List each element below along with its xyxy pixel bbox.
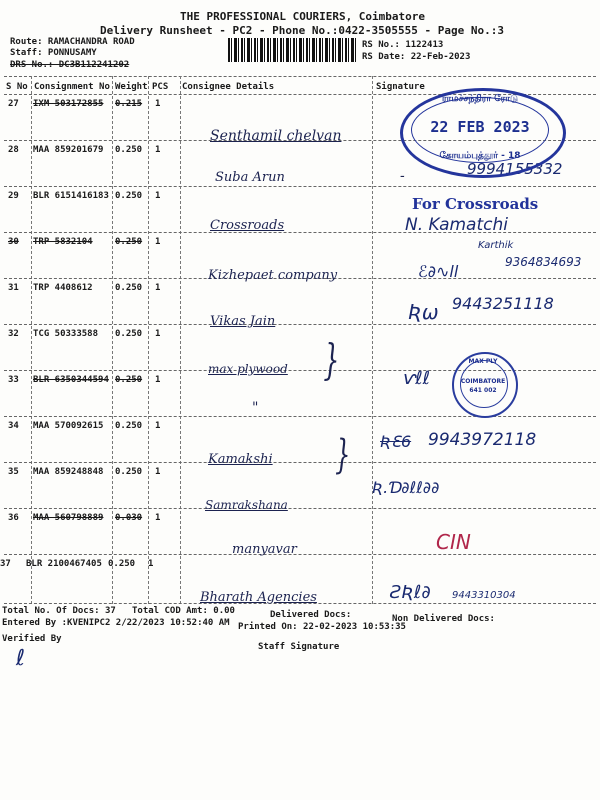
signature-scribble: ƧƦℓ∂ [390, 582, 431, 603]
row-sno: 28 [8, 145, 19, 155]
row-weight: 0.030 [115, 513, 143, 523]
runsheet-title: Delivery Runsheet - PC2 - Phone No.:0422-3505555 - Page No.:3 [100, 24, 504, 37]
row-consignment: MAA 560798889 [33, 513, 104, 523]
row-rule [4, 186, 596, 187]
col-divider [112, 76, 113, 604]
signature-phone: 9443310304 [452, 590, 516, 601]
row-consignment: MAA 859248848 [33, 467, 104, 477]
consignee-handwritten: Senthamil chelvan [210, 128, 342, 144]
rs-date: RS Date: 22-Feb-2023 [362, 52, 471, 62]
col-header-consignee: Consignee Details [182, 82, 275, 92]
row-pcs: 1 [155, 375, 161, 385]
signature-name: N. Kamatchi [405, 215, 508, 235]
signature-scribble: ƦƐ6 [380, 432, 412, 451]
row-pcs: 1 [155, 99, 161, 109]
consignee-handwritten: Kizhepaet company [208, 268, 338, 283]
row-rule [4, 508, 596, 509]
stamp-karthik: Karthik [478, 240, 514, 251]
row-pcs: 1 [155, 421, 161, 431]
row-weight: 0.250 [115, 237, 143, 247]
row-consignment: BLR 6350344594 [33, 375, 109, 385]
consignee-handwritten: Suba Arun [215, 170, 285, 185]
printed-on: Printed On: 22-02-2023 10:53:35 [238, 622, 406, 632]
row-pcs: 1 [155, 145, 161, 155]
signature-phone: 9364834693 [505, 255, 582, 269]
company-seal [452, 352, 518, 418]
row-rule [4, 324, 596, 325]
col-divider [372, 76, 373, 604]
row-weight: 0.250 [115, 145, 143, 155]
drs-number: DRS No.: DC3B112241202 [10, 60, 130, 70]
row-pcs: 1 [148, 559, 154, 569]
company-name: THE PROFESSIONAL COURIERS, Coimbatore [180, 10, 426, 23]
barcode [228, 38, 356, 62]
row-pcs: 1 [155, 237, 161, 247]
consignee-handwritten: Vikas Jain [210, 314, 276, 329]
row-consignment: BLR 2100467405 [26, 559, 102, 569]
non-delivered-docs: Non Delivered Docs: [392, 614, 495, 624]
row-weight: 0.250 [108, 559, 136, 569]
col-header-sno: S No [6, 82, 28, 92]
col-header-weight: Weight [115, 82, 148, 92]
row-sno: 34 [8, 421, 19, 431]
row-pcs: 1 [155, 283, 161, 293]
route-label: Route: RAMACHANDRA ROAD [10, 37, 135, 47]
col-divider [31, 76, 32, 604]
staff-signature: Staff Signature [258, 642, 340, 652]
row-consignment: TRP 4408612 [33, 283, 93, 293]
row-sno: 27 [8, 99, 19, 109]
dash-mark: - [400, 168, 405, 184]
brace-mark: } [323, 335, 340, 384]
row-weight: 0.250 [115, 375, 143, 385]
col-divider [148, 76, 149, 604]
consignee-handwritten: Kamakshi [208, 452, 273, 467]
row-sno: 36 [8, 513, 19, 523]
row-weight: 0.250 [115, 467, 143, 477]
row-consignment: BLR 6151416183 [33, 191, 109, 201]
row-pcs: 1 [155, 329, 161, 339]
total-docs: Total No. Of Docs: 37 [2, 606, 116, 616]
row-sno: 30 [8, 237, 19, 247]
row-weight: 0.215 [115, 99, 143, 109]
row-consignment: IXM 503172855 [33, 99, 104, 109]
row-sno: 37 [0, 559, 11, 569]
stamp-city: கோயம்புத்தூர் - 18 [439, 151, 521, 161]
signature-phone: 9443251118 [452, 294, 554, 313]
signature-phone: 9943972118 [428, 430, 537, 450]
col-header-signature: Signature [376, 82, 425, 92]
row-rule [4, 554, 596, 555]
consignee-handwritten: max plywood [208, 362, 288, 376]
row-weight: 0.250 [115, 283, 143, 293]
row-consignment: TCG 50333588 [33, 329, 99, 339]
signature-scribble: ℰ∂∿ll [418, 262, 459, 281]
seal-pin: 641 002 [469, 387, 497, 394]
row-consignment: MAA 570092615 [33, 421, 104, 431]
verifier-signature: ℓ [16, 646, 26, 671]
crossroads-stamp: For Crossroads [412, 195, 539, 213]
signature-scribble: Ʀω [408, 300, 439, 324]
ditto-mark: " [252, 400, 259, 416]
signature-scribble: Ʀ.Ɗ∂ℓℓ∂∂ [372, 478, 440, 497]
total-cod: Total COD Amt: 0.00 [132, 606, 235, 616]
col-header-consignment: Consignment No [34, 82, 110, 92]
row-rule [4, 416, 596, 417]
brace-mark: } [335, 432, 351, 478]
delivered-docs: Delivered Docs: [270, 610, 352, 620]
row-sno: 32 [8, 329, 19, 339]
stamp-date: 22 FEB 2023 [430, 118, 530, 136]
row-consignment: MAA 859201679 [33, 145, 104, 155]
row-pcs: 1 [155, 191, 161, 201]
row-sno: 35 [8, 467, 19, 477]
consignee-handwritten: Samrakshana [205, 498, 288, 512]
col-header-pcs: PCS [152, 82, 169, 92]
entered-by: Entered By :KVENIPC2 2/22/2023 10:52:40 AM [2, 618, 230, 628]
seal-city: COIMBATORE [460, 378, 506, 385]
row-pcs: 1 [155, 467, 161, 477]
consignee-handwritten: manyavar [232, 542, 297, 557]
col-divider [180, 76, 181, 604]
consignee-handwritten: Bharath Agencies [200, 590, 317, 605]
row-rule [4, 462, 596, 463]
row-sno: 33 [8, 375, 19, 385]
row-weight: 0.250 [115, 329, 143, 339]
stamp-ring-text: ராமச்சந்திரா ரோடு [442, 94, 518, 104]
signature-phone: 9994155332 [467, 160, 563, 178]
row-sno: 31 [8, 283, 19, 293]
consignee-handwritten: Crossroads [210, 218, 285, 233]
signature-initials: CIN [436, 530, 471, 554]
row-weight: 0.250 [115, 421, 143, 431]
table-top-rule [4, 76, 596, 77]
signature-scribble: ⱱℓℓ [402, 368, 431, 389]
date-stamp [400, 88, 566, 178]
row-weight: 0.250 [115, 191, 143, 201]
seal-ring-text: MAX PLY [468, 358, 498, 365]
row-consignment: TRP 5832104 [33, 237, 93, 247]
rs-number: RS No.: 1122413 [362, 40, 444, 50]
verified-by: Verified By [2, 634, 62, 644]
staff-label: Staff: PONNUSAMY [10, 48, 97, 58]
row-sno: 29 [8, 191, 19, 201]
row-pcs: 1 [155, 513, 161, 523]
